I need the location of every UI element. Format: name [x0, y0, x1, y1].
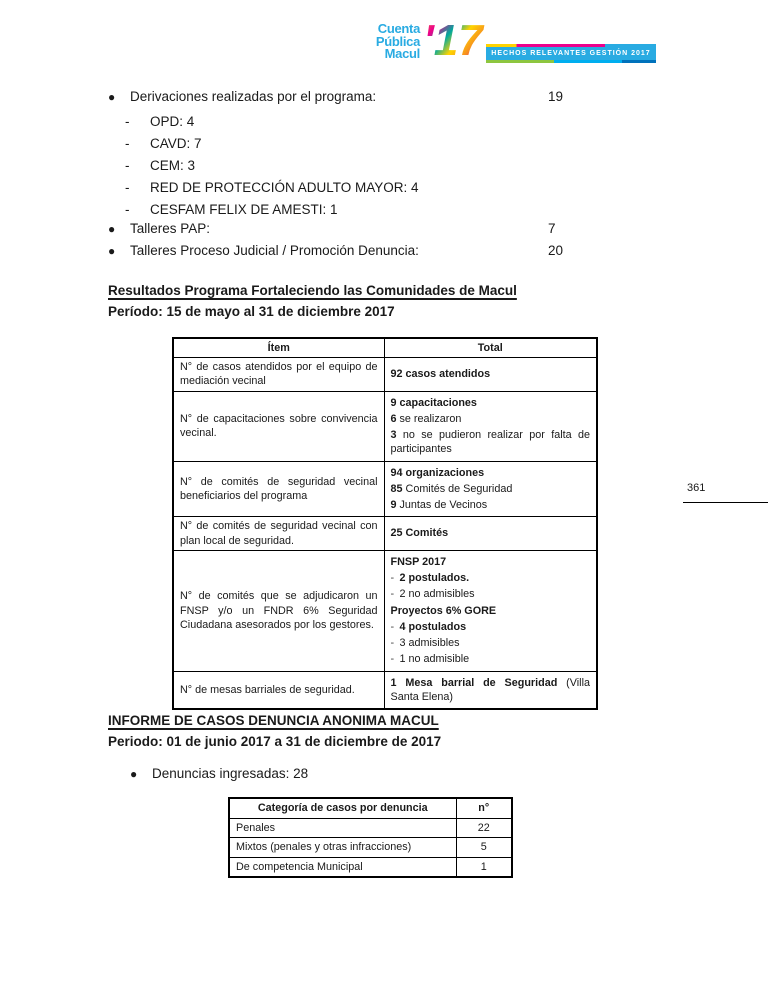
- table-header-row: [173, 338, 597, 358]
- total-line: Proyectos 6% GORE: [390, 604, 497, 617]
- total-cell: [384, 550, 597, 671]
- logo-line-macul: Macul: [384, 46, 420, 61]
- total-line: FNSP 2017: [390, 555, 447, 568]
- bullet-icon: ●: [108, 222, 116, 236]
- logo-year-17: '17: [420, 16, 486, 68]
- section-title: INFORME DE CASOS DENUNCIA ANONIMA MACUL: [108, 713, 439, 728]
- total-cell: [384, 671, 597, 709]
- bullet-label: Derivaciones realizadas por el programa:: [130, 89, 377, 104]
- total-line: 85 Comités de Seguridad: [390, 482, 513, 495]
- total-line: 94 organizaciones: [390, 466, 485, 479]
- dash-icon: -: [390, 588, 395, 601]
- logo-line-cuenta: Cuenta: [377, 21, 420, 36]
- total-line: 6 se realizaron: [390, 412, 462, 425]
- total-line: - 2 postulados.: [390, 572, 470, 584]
- list-item: [125, 133, 419, 155]
- total-line: - 3 admisibles: [390, 637, 460, 649]
- total-line: - 4 postulados: [390, 620, 467, 633]
- derivaciones-sub-list: [125, 111, 419, 221]
- banner-text: HECHOS RELEVANTES GESTIÓN 2017: [486, 47, 656, 60]
- logo-wordmark: [338, 23, 420, 61]
- total-cell: [384, 391, 597, 461]
- section-comunidades-heading: [108, 281, 517, 322]
- item-cell: N° de casos atendidos por el equipo de mediación vecinal: [173, 358, 384, 392]
- page-number-rule: [683, 502, 768, 503]
- count-cell: 22: [456, 818, 512, 838]
- list-item: [125, 111, 419, 133]
- section-title: Resultados Programa Fortaleciendo las Comunidades de Macul: [108, 283, 517, 298]
- section-period: Periodo: 01 de junio 2017 a 31 de diciembre de 2017: [108, 733, 442, 749]
- dash-icon: -: [125, 180, 130, 195]
- column-header-total: Total: [384, 338, 597, 358]
- denuncia-table: [228, 797, 513, 878]
- table-row: [229, 838, 512, 858]
- dash-icon: -: [125, 136, 130, 151]
- table-row: [173, 391, 597, 461]
- comunidades-table: [172, 337, 598, 710]
- total-line: - 1 no admisible: [390, 653, 470, 666]
- bullet-value: 19: [548, 89, 564, 104]
- total-cell: [384, 358, 597, 392]
- sub-item-red-adulto-mayor: RED DE PROTECCIÓN ADULTO MAYOR: 4: [150, 180, 419, 195]
- category-cell: Penales: [229, 818, 456, 838]
- sub-item-cavd: CAVD: 7: [150, 136, 202, 151]
- sub-item-cem: CEM: 3: [150, 158, 196, 173]
- dash-icon: -: [125, 202, 130, 217]
- bullet-value: 20: [548, 243, 564, 258]
- total-line: 3 no se pudieron realizar por falta de participantes: [390, 429, 590, 456]
- banner-hechos-relevantes: [486, 44, 656, 63]
- bullet-label: Talleres Proceso Judicial / Promoción Denuncia:: [130, 243, 419, 258]
- bullet-label: Talleres PAP:: [130, 221, 211, 236]
- denuncia-table-body: [229, 818, 512, 877]
- logo-line-publica: Pública: [375, 33, 420, 49]
- comunidades-table-body: [173, 358, 597, 710]
- item-cell: N° de capacitaciones sobre convivencia vecinal.: [173, 391, 384, 461]
- list-item: [125, 155, 419, 177]
- talleres-bullet-list: [108, 218, 578, 262]
- total-line: - 2 no admisibles: [390, 588, 475, 601]
- sub-item-cesfam: CESFAM FELIX DE AMESTI: 1: [150, 202, 338, 217]
- category-cell: Mixtos (penales y otras infracciones): [229, 838, 456, 858]
- table-header-row: [229, 798, 512, 818]
- column-header-item: Ítem: [173, 338, 384, 358]
- total-cell: [384, 517, 597, 551]
- page-number: 361: [687, 482, 706, 494]
- section-period: Período: 15 de mayo al 31 de diciembre 2017: [108, 303, 395, 319]
- table-row: [173, 461, 597, 517]
- table-row: [173, 358, 597, 392]
- table-row: [173, 517, 597, 551]
- banner-bottom-stripe: [486, 60, 656, 63]
- total-line: 9 capacitaciones: [390, 396, 477, 409]
- table-row: [229, 857, 512, 877]
- total-line: 1 Mesa barrial de Seguridad (Villa Santa Elena): [390, 676, 590, 703]
- table-row: [173, 671, 597, 709]
- list-item: [125, 177, 419, 199]
- total-line: 25 Comités: [390, 527, 449, 540]
- bullet-label: Denuncias ingresadas: 28: [152, 766, 309, 781]
- bullet-denuncias: [130, 763, 600, 785]
- bullet-talleres-judicial: [108, 240, 578, 262]
- derivaciones-bullet-list: [108, 86, 578, 108]
- dash-icon: -: [390, 620, 395, 633]
- bullet-talleres-pap: [108, 218, 578, 240]
- dash-icon: -: [125, 114, 130, 129]
- table-row: [229, 818, 512, 838]
- sub-item-opd: OPD: 4: [150, 114, 195, 129]
- count-cell: 5: [456, 838, 512, 858]
- total-line: 92 casos atendidos: [390, 368, 491, 381]
- dash-icon: -: [125, 158, 130, 173]
- dash-icon: -: [390, 637, 395, 649]
- bullet-icon: ●: [108, 244, 116, 258]
- table-row: [173, 550, 597, 671]
- category-cell: De competencia Municipal: [229, 857, 456, 877]
- dash-icon: -: [390, 653, 395, 666]
- column-header-categoria: Categoría de casos por denuncia: [229, 798, 456, 818]
- bullet-icon: ●: [108, 90, 116, 104]
- total-cell: [384, 461, 597, 517]
- total-line: 9 Juntas de Vecinos: [390, 499, 488, 511]
- dash-icon: -: [390, 572, 395, 584]
- column-header-n: n°: [456, 798, 512, 818]
- bullet-value: 7: [548, 221, 556, 236]
- item-cell: N° de mesas barriales de seguridad.: [173, 671, 384, 709]
- count-cell: 1: [456, 857, 512, 877]
- denuncias-bullet-list: [130, 763, 600, 785]
- bullet-icon: ●: [130, 767, 138, 781]
- bullet-derivaciones: [108, 86, 578, 108]
- section-denuncia-heading: [108, 711, 441, 752]
- item-cell: N° de comités de seguridad vecinal con plan local de seguridad.: [173, 517, 384, 551]
- item-cell: N° de comités de seguridad vecinal beneficiarios del programa: [173, 461, 384, 517]
- item-cell: N° de comités que se adjudicaron un FNSP y/o un FNDR 6% Seguridad Ciudadana asesorados por los gestores.: [173, 550, 384, 671]
